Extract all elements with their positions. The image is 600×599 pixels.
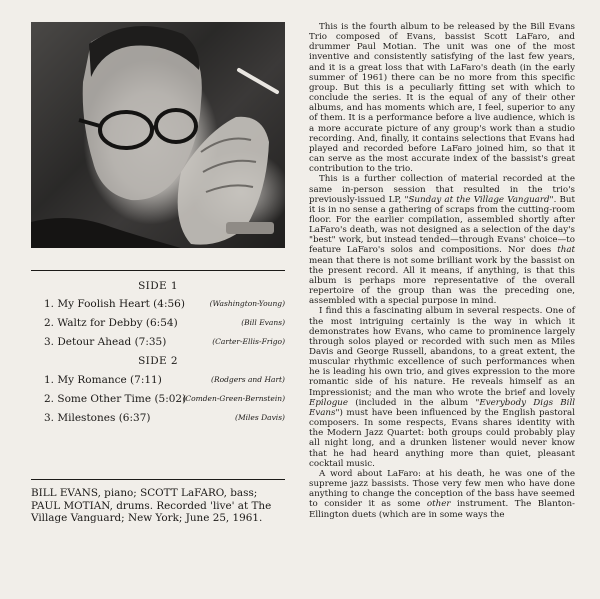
track-title: Some Other Time	[57, 393, 152, 405]
track-time: (6:54)	[145, 317, 178, 329]
song-title-reference: Epilogue	[309, 397, 348, 408]
track-number: 3.	[44, 412, 55, 424]
tracklist-bottom-rule	[31, 479, 285, 480]
side1-heading: SIDE 1	[138, 280, 178, 292]
track-credit: (Comden-Green-Bernstein)	[182, 394, 285, 403]
liner-notes-paragraph: This is the fourth album to be released by the Bill Evans Trio composed of Evans, bassist Scott LaFaro, and drummer Paul Motian. The unit was one of the most inventive and consistently satisfying of the last few years, and it is a great loss that with LaFaro's death (in the early summer of 1961) there can be no more from this specific group. But this is a peculiarly fitting set with which to conclude the series. It is the equal of any of their other albums, and has moments which are, I feel, superior to any of them. It is a performance before a live audience, which is a more accurate picture of any group's work than a studio recording. And, finally, it contains selections that Evans had played and recorded before LaFaro joined him, so that it can serve as the most accurate index of the bassist's great contribution to the trio.	[309, 22, 575, 175]
track-list-item	[31, 393, 285, 407]
emphasis-word: other	[426, 499, 451, 510]
track-time: (7:11)	[130, 374, 162, 386]
track-title: My Romance	[57, 374, 127, 386]
track-list-item	[31, 336, 285, 350]
track-title: Milestones	[57, 412, 116, 424]
side2-heading: SIDE 2	[138, 355, 178, 367]
track-credit: (Miles Davis)	[235, 413, 285, 422]
track-number: 2.	[44, 393, 55, 405]
track-time: (7:35)	[134, 336, 167, 348]
emphasis-word: that	[557, 245, 575, 256]
personnel-credits: BILL EVANS, piano; SCOTT LaFARO, bass; PAUL MOTIAN, drums. Recorded 'live' at The Village Vanguard; New York; June 25, 1961.	[31, 487, 272, 525]
liner-notes-paragraph: This is a further collection of material recorded at the same in-person session that resulted in the trio's previously-issued LP, "Sunday at the Village Vanguard". But it is in no sense a gathering of scraps from the cutting-room floor. For the earlier compilation, assembled shortly after LaFaro's death, was not designed as a selection of the day's "best" work, but instead tended—through Evans' choice—to feature LaFaro's solos and compositions. Nor does that mean that there is not some brilliant work by the bassist on the present record. All it means, if anything, is that this album is perhaps more representative of the overall repertoire of the group than was the preceding one, assembled with a special purpose in mind.	[309, 174, 575, 307]
track-credit: (Carter-Ellis-Frigo)	[212, 337, 285, 346]
track-number: 2.	[44, 317, 55, 329]
track-time: (6:37)	[118, 412, 151, 424]
track-list-item	[31, 374, 285, 388]
track-list-item	[31, 412, 285, 426]
track-title: My Foolish Heart	[57, 298, 150, 310]
musician-portrait-photo	[31, 22, 285, 248]
portrait-illustration	[31, 22, 285, 248]
liner-notes-paragraph: A word about LaFaro: at his death, he was one of the supreme jazz bassists. Those very few men who have done anything to change the conception of the bass have seemed to consider it as some other instrument. The Blanton-Ellington duets (which are in some ways the	[309, 468, 575, 520]
track-credit: (Rodgers and Hart)	[211, 375, 285, 384]
track-list-item	[31, 298, 285, 312]
track-title: Waltz for Debby	[57, 317, 143, 329]
track-number: 1.	[44, 298, 55, 310]
album-title-reference: "Everybody Digs Bill Evans"	[309, 397, 576, 418]
track-time: (4:56)	[153, 298, 185, 310]
album-title-reference: "Sunday at the Village Vanguard"	[404, 194, 554, 205]
track-time: (5:02)	[154, 393, 187, 405]
track-title: Detour Ahead	[57, 336, 132, 348]
track-credit: (Bill Evans)	[241, 318, 285, 327]
track-number: 3.	[44, 336, 55, 348]
tracklist-top-rule	[31, 270, 285, 271]
track-credit: (Washington-Young)	[209, 299, 285, 308]
track-list-item	[31, 317, 285, 331]
liner-notes	[309, 22, 575, 520]
track-number: 1.	[44, 374, 55, 386]
liner-notes-paragraph: I find this a fascinating album in several respects. One of the most intriguing certainly is the way in which it demonstrates how Evans, who came to prominence largely through solos played or recorded with such men as Miles Davis and George Russell, abandons, to a great extent, the muscular rhythmic excellence of such performances when he is leading his own trio, and gives expression to the more romantic side of his nature. He reveals himself as an Impressionist; and the man who wrote the brief and lovely Epilogue (included in the album "Everybody Digs Bill Evans") must have been influenced by the English pastoral composers. In some respects, Evans shares identity with the Modern Jazz Quartet: both groups could probably play all night long, and a drunken listener would never know that he had heard anything more than quiet, pleasant cocktail music.	[309, 306, 576, 469]
